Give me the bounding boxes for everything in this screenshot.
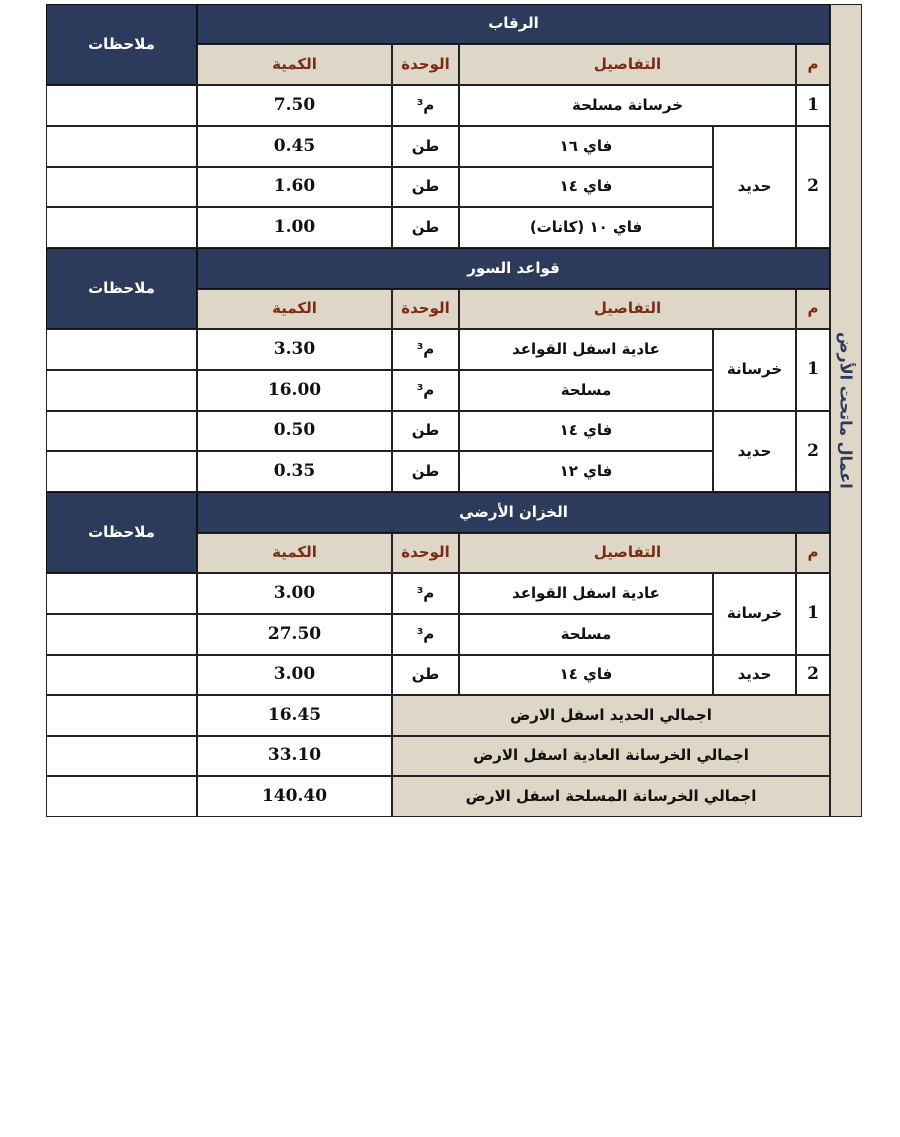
- total-steel-value: 16.45: [197, 695, 392, 736]
- quantities-table: [46, 4, 862, 817]
- group-label: خرسانة: [713, 573, 796, 655]
- m-header: م: [796, 533, 830, 573]
- quantity-cell: 0.35: [197, 451, 392, 492]
- quantity-cell: 3.30: [197, 329, 392, 370]
- unit-cell: م³: [392, 370, 459, 411]
- details-cell: مسلحة: [459, 370, 713, 411]
- details-cell: فاي ١٦: [459, 126, 713, 167]
- details-header: التفاصيل: [459, 533, 796, 573]
- group-label: حديد: [713, 126, 796, 248]
- notes-cell: [46, 329, 197, 370]
- details-cell: فاي ١٢: [459, 451, 713, 492]
- total-reinforced-concrete-label: اجمالي الخرسانة المسلحة اسفل الارض: [392, 776, 830, 817]
- notes-cell: [46, 776, 197, 817]
- row-number: 1: [796, 85, 830, 126]
- quantity-cell: 27.50: [197, 614, 392, 655]
- unit-header: الوحدة: [392, 533, 459, 573]
- row-number: 1: [796, 573, 830, 655]
- unit-cell: طن: [392, 126, 459, 167]
- unit-cell: م³: [392, 329, 459, 370]
- group-label: خرسانة: [713, 329, 796, 411]
- notes-cell: [46, 614, 197, 655]
- notes-cell: [46, 167, 197, 207]
- notes-cell: [46, 451, 197, 492]
- row-number: 2: [796, 411, 830, 492]
- row-number: 2: [796, 655, 830, 695]
- quantity-cell: 0.50: [197, 411, 392, 451]
- details-cell: فاي ١٤: [459, 655, 713, 695]
- unit-cell: طن: [392, 411, 459, 451]
- quantity-header: الكمية: [197, 533, 392, 573]
- details-header: التفاصيل: [459, 289, 796, 329]
- unit-header: الوحدة: [392, 44, 459, 85]
- section-title-fence: قواعد السور: [197, 248, 830, 289]
- notes-cell: [46, 736, 197, 776]
- total-plain-concrete-value: 33.10: [197, 736, 392, 776]
- sidebar-title: [830, 4, 862, 817]
- total-steel-label: اجمالي الحديد اسفل الارض: [392, 695, 830, 736]
- details-cell: خرسانة مسلحة: [459, 85, 796, 126]
- notes-cell: [46, 126, 197, 167]
- section-title-necks: الرقاب: [197, 4, 830, 44]
- unit-cell: طن: [392, 167, 459, 207]
- total-plain-concrete-label: اجمالي الخرسانة العادية اسفل الارض: [392, 736, 830, 776]
- unit-cell: طن: [392, 451, 459, 492]
- unit-cell: م³: [392, 85, 459, 126]
- notes-cell: [46, 411, 197, 451]
- details-cell: فاي ١٤: [459, 411, 713, 451]
- quantity-cell: 0.45: [197, 126, 392, 167]
- details-cell: عادية اسفل القواعد: [459, 573, 713, 614]
- quantity-cell: 16.00: [197, 370, 392, 411]
- m-header: م: [796, 289, 830, 329]
- notes-cell: [46, 655, 197, 695]
- quantity-header: الكمية: [197, 289, 392, 329]
- details-cell: فاي ١٤: [459, 167, 713, 207]
- details-cell: مسلحة: [459, 614, 713, 655]
- sidebar-title-text: اعمال ماتحت الأرض: [836, 332, 856, 489]
- group-label: حديد: [713, 655, 796, 695]
- quantity-cell: 3.00: [197, 655, 392, 695]
- group-label: حديد: [713, 411, 796, 492]
- notes-cell: [46, 573, 197, 614]
- quantity-cell: 1.00: [197, 207, 392, 248]
- quantity-header: الكمية: [197, 44, 392, 85]
- quantity-cell: 3.00: [197, 573, 392, 614]
- notes-header: ملاحظات: [46, 492, 197, 573]
- notes-cell: [46, 695, 197, 736]
- unit-cell: طن: [392, 655, 459, 695]
- quantity-cell: 1.60: [197, 167, 392, 207]
- notes-header: ملاحظات: [46, 248, 197, 329]
- row-number: 2: [796, 126, 830, 248]
- details-cell: عادية اسفل القواعد: [459, 329, 713, 370]
- notes-cell: [46, 370, 197, 411]
- row-number: 1: [796, 329, 830, 411]
- unit-cell: طن: [392, 207, 459, 248]
- notes-cell: [46, 85, 197, 126]
- unit-header: الوحدة: [392, 289, 459, 329]
- m-header: م: [796, 44, 830, 85]
- details-cell: فاي ١٠ (كانات): [459, 207, 713, 248]
- quantity-cell: 7.50: [197, 85, 392, 126]
- section-title-tank: الخزان الأرضي: [197, 492, 830, 533]
- total-reinforced-concrete-value: 140.40: [197, 776, 392, 817]
- unit-cell: م³: [392, 573, 459, 614]
- notes-cell: [46, 207, 197, 248]
- details-header: التفاصيل: [459, 44, 796, 85]
- unit-cell: م³: [392, 614, 459, 655]
- notes-header: ملاحظات: [46, 4, 197, 85]
